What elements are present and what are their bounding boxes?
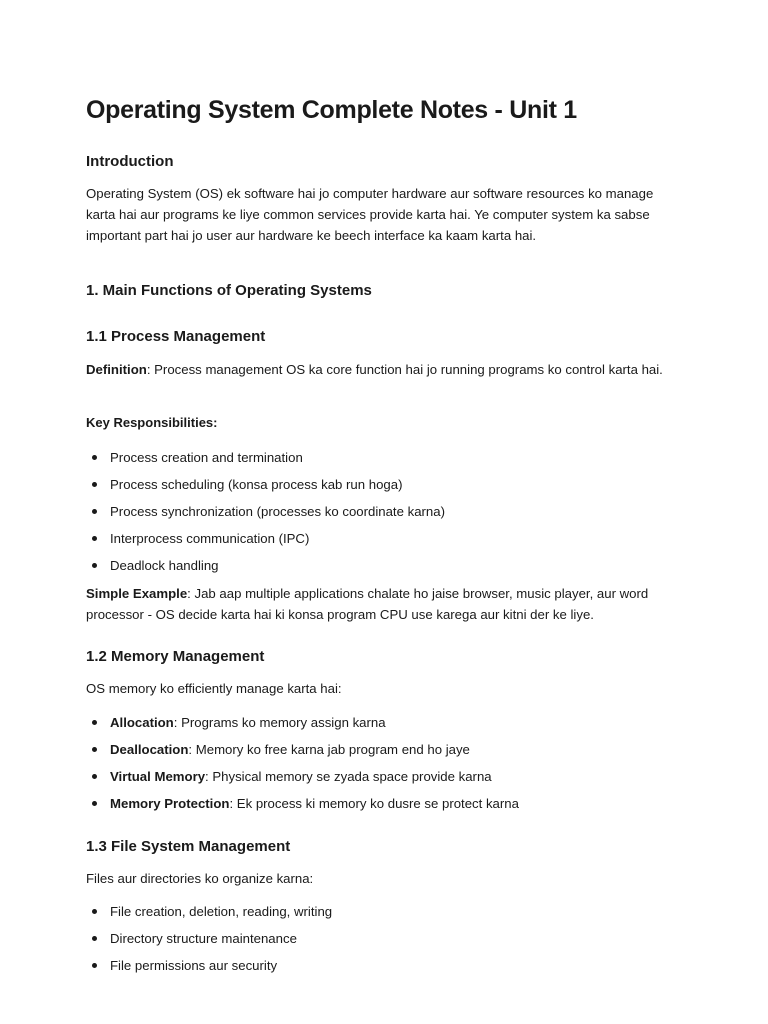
list-item-label: Deallocation	[110, 742, 189, 757]
process-definition	[86, 359, 676, 380]
list-item	[86, 501, 676, 528]
list-item	[86, 766, 676, 793]
section1-heading: 1. Main Functions of Operating Systems	[86, 282, 372, 299]
list-item	[86, 528, 676, 555]
example-text: : Jab aap multiple applications chalate ho jaise browser, music player, aur word processor - OS decide karta hai ki konsa program CPU use karega aur kitni der ke liye.	[86, 586, 649, 622]
list-item-label: Memory Protection	[110, 796, 230, 811]
list-item-text: Interprocess communication (IPC)	[110, 531, 310, 546]
list-item-text: : Programs ko memory assign karna	[173, 715, 386, 730]
definition-text: : Process management OS ka core function hai jo running programs ko control karta hai.	[146, 362, 663, 377]
process-heading: 1.1 Process Management	[86, 328, 266, 345]
memory-heading: 1.2 Memory Management	[86, 648, 265, 665]
bullet-icon	[92, 801, 97, 806]
bullet-icon	[92, 482, 97, 487]
list-item-text: File permissions aur security	[110, 958, 278, 973]
key-responsibilities-label: Key Responsibilities:	[86, 415, 218, 430]
intro-heading: Introduction	[86, 153, 174, 170]
bullet-icon	[92, 509, 97, 514]
bullet-icon	[92, 963, 97, 968]
bullet-icon	[92, 747, 97, 752]
filesystem-list	[86, 901, 676, 982]
list-item-text: Directory structure maintenance	[110, 931, 297, 946]
list-item	[86, 447, 676, 474]
list-item	[86, 739, 676, 766]
list-item	[86, 928, 676, 955]
bullet-icon	[92, 720, 97, 725]
list-item	[86, 474, 676, 501]
bullet-icon	[92, 909, 97, 914]
filesystem-heading: 1.3 File System Management	[86, 838, 291, 855]
list-item-text: : Physical memory se zyada space provide karna	[205, 769, 492, 784]
list-item-label: Allocation	[110, 715, 174, 730]
memory-intro: OS memory ko efficiently manage karta hai:	[86, 681, 342, 696]
memory-list	[86, 712, 676, 820]
list-item-text: Process synchronization (processes ko coordinate karna)	[110, 504, 445, 519]
intro-paragraph: Operating System (OS) ek software hai jo computer hardware aur software resources ko manage karta hai aur programs ke liye common services provide karta hai. Ye computer system ka sabse important part hai jo user aur hardware ke beech interface ka kaam karta hai.	[86, 186, 654, 243]
bullet-icon	[92, 774, 97, 779]
list-item-text: : Ek process ki memory ko dusre se protect karna	[229, 796, 519, 811]
bullet-icon	[92, 455, 97, 460]
list-item	[86, 955, 676, 982]
list-item-text: : Memory ko free karna jab program end ho jaye	[188, 742, 470, 757]
page-title: Operating System Complete Notes - Unit 1	[86, 96, 577, 124]
process-example	[86, 583, 676, 625]
list-item	[86, 793, 676, 820]
list-item	[86, 712, 676, 739]
example-label: Simple Example	[86, 586, 188, 601]
bullet-icon	[92, 536, 97, 541]
list-item-text: Process creation and termination	[110, 450, 303, 465]
list-item-label: Virtual Memory	[110, 769, 206, 784]
filesystem-intro: Files aur directories ko organize karna:	[86, 871, 314, 886]
bullet-icon	[92, 936, 97, 941]
process-list	[86, 447, 676, 582]
list-item-text: Deadlock handling	[110, 558, 219, 573]
bullet-icon	[92, 563, 97, 568]
definition-label: Definition	[86, 362, 147, 377]
list-item-text: Process scheduling (konsa process kab run hoga)	[110, 477, 403, 492]
list-item	[86, 555, 676, 582]
list-item	[86, 901, 676, 928]
list-item-text: File creation, deletion, reading, writing	[110, 904, 333, 919]
